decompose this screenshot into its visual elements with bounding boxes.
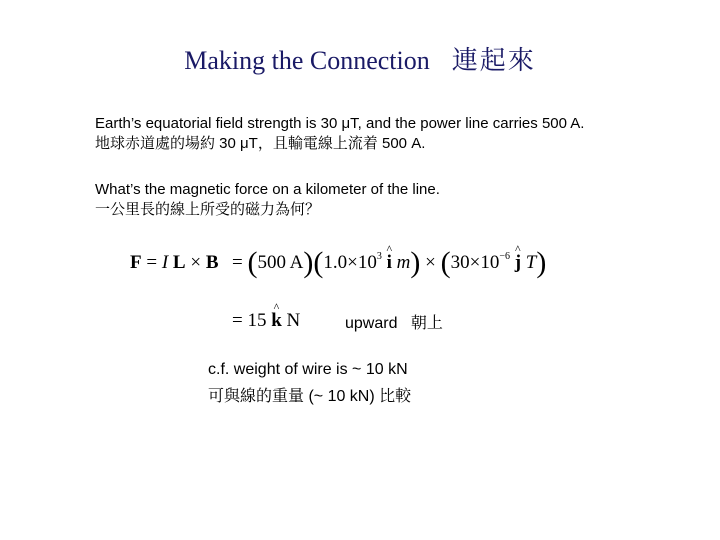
current-symbol: I [161, 252, 169, 273]
force-symbol: F [130, 252, 142, 273]
unit-vector-j: ^ j [515, 252, 521, 274]
length-unit: m [391, 252, 411, 273]
paren-close-current: ) [303, 246, 314, 279]
slide-title [0, 40, 720, 77]
comparison-english: c.f. weight of wire is ~ 10 kN [208, 361, 408, 378]
direction-label [345, 310, 443, 333]
paragraph2-english: What’s the magnetic force on a kilometer of the line. [95, 181, 440, 198]
current-value: 500 A [257, 252, 304, 273]
cross-symbol: × [185, 252, 206, 273]
title-english: Making the Connection [184, 46, 430, 75]
field-exponent: −6 [499, 251, 510, 262]
length-exponent: 3 [376, 251, 382, 262]
result-unit: N [281, 310, 301, 331]
paragraph2-chinese: 一公里長的線上所受的磁力為何？ [95, 201, 321, 218]
result-value: = 15 [232, 310, 272, 331]
paren-open-length: ( [313, 246, 324, 279]
comparison-chinese: 可與線的重量 (~ 10 kN) 比較 [208, 388, 412, 405]
substitution-equals: = [232, 252, 248, 273]
title-chinese: 連起來 [451, 46, 536, 75]
force-equation [130, 252, 219, 274]
length-symbol: L [168, 252, 186, 273]
length-mantissa: 1.0×10 [323, 252, 377, 273]
paren-open-field: ( [440, 246, 451, 279]
unit-vector-k: ^ k [271, 310, 282, 332]
cross-product-symbol: × [420, 252, 441, 273]
paren-open-current: ( [247, 246, 258, 279]
substituted-equation [232, 248, 546, 278]
paragraph1-english: Earth’s equatorial field strength is 30 μT, and the power line carries 500 A. [95, 115, 585, 132]
field-unit: T [521, 252, 537, 273]
equation-equals: = [141, 252, 162, 273]
direction-chinese: 朝上 [410, 315, 443, 332]
paren-close-field: ) [536, 246, 547, 279]
unit-vector-i: ^ i [387, 252, 392, 274]
paragraph1-chinese: 地球赤道處的場約 30 μT，且輸電線上流着 500 A. [95, 135, 426, 152]
result-equation [232, 310, 300, 332]
direction-english: upward [345, 315, 398, 332]
field-symbol: B [205, 252, 219, 273]
field-mantissa: 30×10 [450, 252, 500, 273]
paren-close-length: ) [410, 246, 421, 279]
